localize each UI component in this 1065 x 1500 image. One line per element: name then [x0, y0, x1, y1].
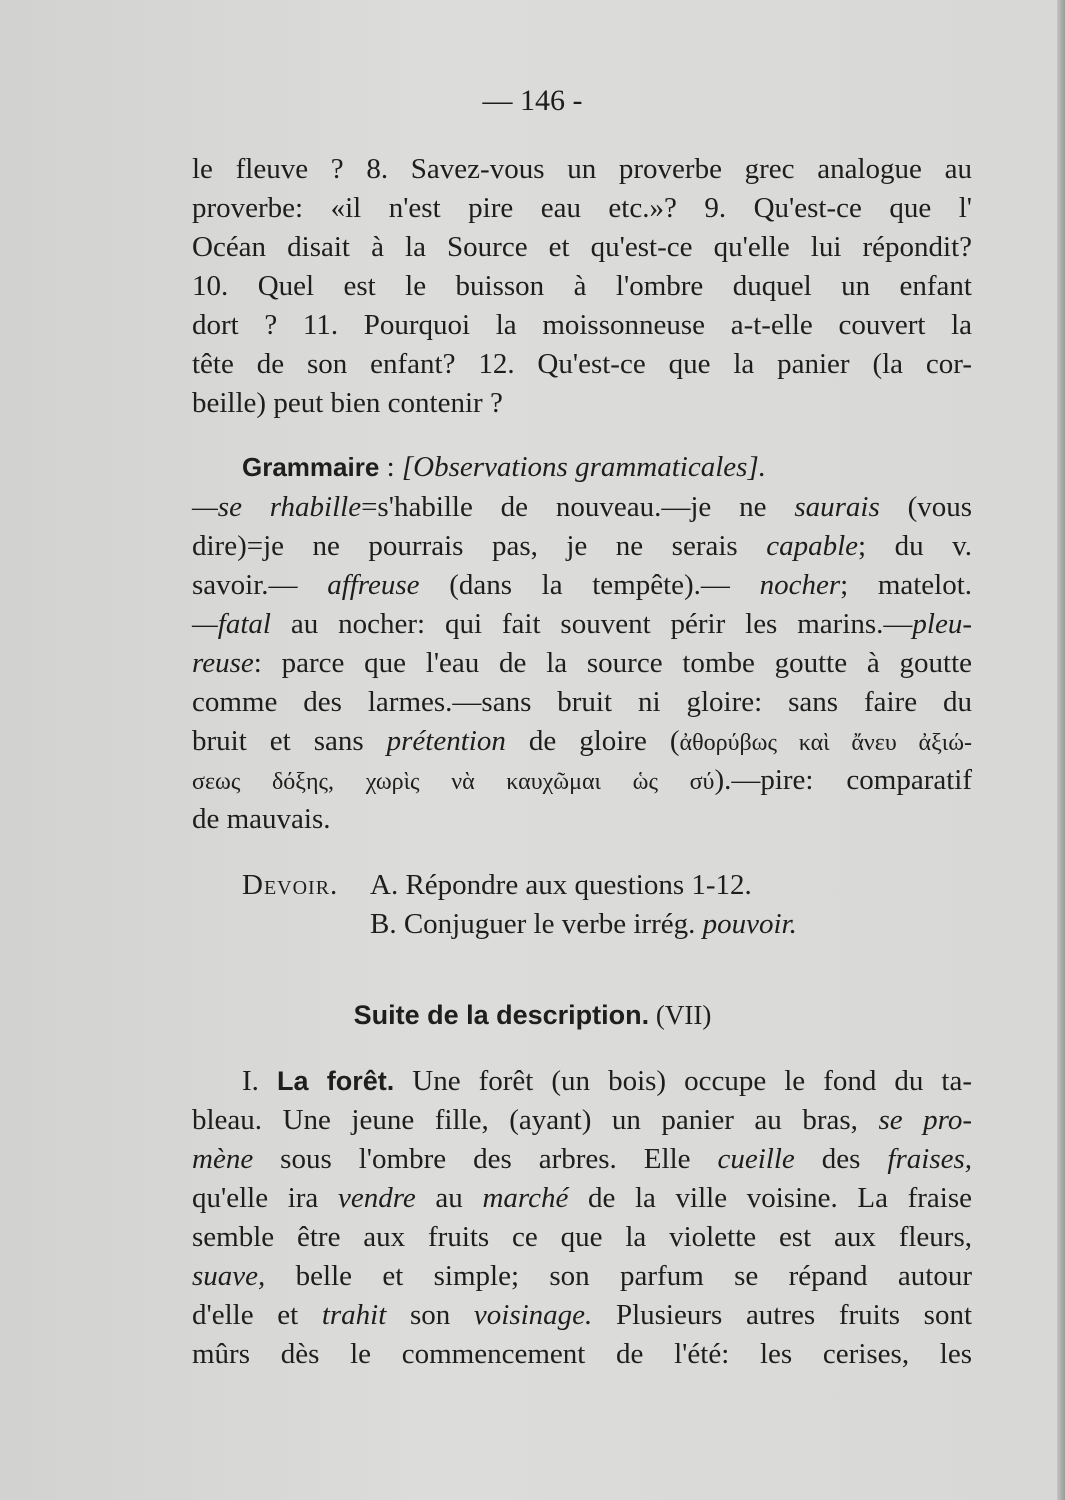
text-line [192, 566, 972, 605]
text-run: bleau. Une jeune fille, (ayant) un panier au bras, [192, 1104, 858, 1136]
text-line: 10. Quel est le buisson à l'ombre duquel un enfant [192, 270, 972, 302]
text-line [192, 1101, 972, 1140]
text-line: proverbe: «il n'est pire eau etc.»? 9. Qu'est-ce que l' [192, 192, 972, 224]
text-line [192, 1257, 972, 1296]
devoir-b-word: pouvoir. [702, 908, 797, 940]
section-title [0, 996, 1065, 1035]
text-line: semble être aux fruits ce que la violette est aux fleurs, [192, 1221, 972, 1253]
text-line: de mauvais. [192, 803, 331, 835]
term-italic: nocher [759, 569, 841, 601]
text-run: ; du v. [858, 530, 972, 562]
text-run: : parce que l'eau de la source tombe goutte à goutte [253, 647, 972, 679]
text-run: qu'elle ira [192, 1182, 319, 1214]
term-italic: reuse [192, 647, 254, 679]
devoir-b-prefix: B. Conjuguer le verbe irrég. [370, 908, 696, 940]
text-line: le fleuve ? 8. Savez-vous un proverbe grec analogue au [192, 153, 972, 185]
term-italic: se pro- [878, 1104, 973, 1136]
term-italic: marché [482, 1182, 569, 1214]
questions-paragraph [192, 150, 972, 423]
text-line: beille) peut bien contenir ? [192, 387, 503, 419]
text-line [192, 1179, 972, 1218]
grammar-heading [242, 448, 766, 487]
text-run: Une forêt (un bois) occupe le fond du ta- [412, 1065, 972, 1097]
term-italic: affreuse [327, 569, 420, 601]
term-italic: —se rhabille [192, 491, 362, 523]
text-run: de la ville voisine. La fraise [587, 1182, 973, 1214]
text-run: =s'habille de nouveau.—je ne [361, 491, 767, 523]
text-run: (dans la tempête).— [449, 569, 730, 601]
foret-paragraph [192, 1062, 972, 1374]
text-line [192, 722, 972, 761]
text-run: au [435, 1182, 463, 1214]
text-run: au nocher: qui fait souvent périr les marins.— [290, 608, 913, 640]
text-line: tête de son enfant? 12. Qu'est-ce que la panier (la cor- [192, 348, 972, 380]
foret-heading: La forêt. [276, 1066, 395, 1096]
text-line: comme des larmes.—sans bruit ni gloire: sans faire du [192, 686, 972, 718]
term-italic: fraises, [887, 1143, 973, 1175]
grammar-colon: : [386, 451, 395, 483]
text-run: ).—pire: comparatif [714, 764, 972, 796]
term-italic: vendre [337, 1182, 416, 1214]
devoir-a: A. Répondre aux questions 1-12. [370, 869, 752, 901]
text-line [192, 1140, 972, 1179]
page-edge-shadow [1057, 0, 1065, 1500]
text-run: de gloire ( [528, 725, 680, 757]
term-italic: capable [766, 530, 859, 562]
page-number: — 146 - [482, 84, 583, 117]
term-italic: suave, [192, 1260, 266, 1292]
term-italic: saurais [794, 491, 880, 523]
text-run: Plusieurs autres fruits sont [615, 1299, 973, 1331]
text-run: bruit et sans [192, 725, 364, 757]
devoir-line-a [242, 866, 752, 905]
section-title-text: Suite de la description. [353, 1000, 650, 1030]
text-run: des [821, 1143, 861, 1175]
text-run: I. [242, 1065, 259, 1097]
text-run: belle et simple; son parfum se répand autour [295, 1260, 972, 1292]
text-line: Océan disait à la Source et qu'est-ce qu'elle lui répondit? [192, 231, 972, 263]
text-line: mûrs dès le commencement de l'été: les cerises, les [192, 1338, 972, 1370]
text-line [192, 644, 972, 683]
term-italic: —fatal [192, 608, 271, 640]
devoir-label: Devoir. [242, 869, 339, 901]
grammar-label: Grammaire [242, 452, 380, 482]
text-run: (vous [907, 491, 973, 523]
text-line [192, 527, 972, 566]
term-italic: pleu- [912, 608, 972, 640]
text-run: savoir.— [192, 569, 298, 601]
grammar-notes [192, 488, 972, 839]
greek-text: ἀθορύβως καὶ ἄνευ ἀξιώ- [679, 730, 973, 756]
term-italic: cueille [717, 1143, 795, 1175]
section-number: (VII) [655, 1000, 712, 1030]
text-run: sous l'ombre des arbres. Elle [280, 1143, 691, 1175]
term-italic: trahit [321, 1299, 387, 1331]
greek-text: σεως δόξης, χωρὶς νὰ καυχῶμαι ὡς σύ [192, 769, 715, 795]
text-run: dire)=je ne pourrais pas, je ne serais [192, 530, 738, 562]
devoir-line-b [370, 905, 797, 944]
text-line [192, 1296, 972, 1335]
text-run: son [409, 1299, 451, 1331]
text-line: dort ? 11. Pourquoi la moissonneuse a-t-elle couvert la [192, 309, 972, 341]
text-line [192, 1062, 972, 1101]
text-run: d'elle et [192, 1299, 299, 1331]
term-italic: prétention [386, 725, 506, 757]
text-run: ; matelot. [840, 569, 973, 601]
text-line [192, 605, 972, 644]
term-italic: voisinage. [473, 1299, 593, 1331]
grammar-subtitle: [Observations grammaticales]. [401, 451, 766, 483]
text-line [192, 488, 972, 527]
text-line [192, 761, 972, 800]
term-italic: mène [192, 1143, 254, 1175]
